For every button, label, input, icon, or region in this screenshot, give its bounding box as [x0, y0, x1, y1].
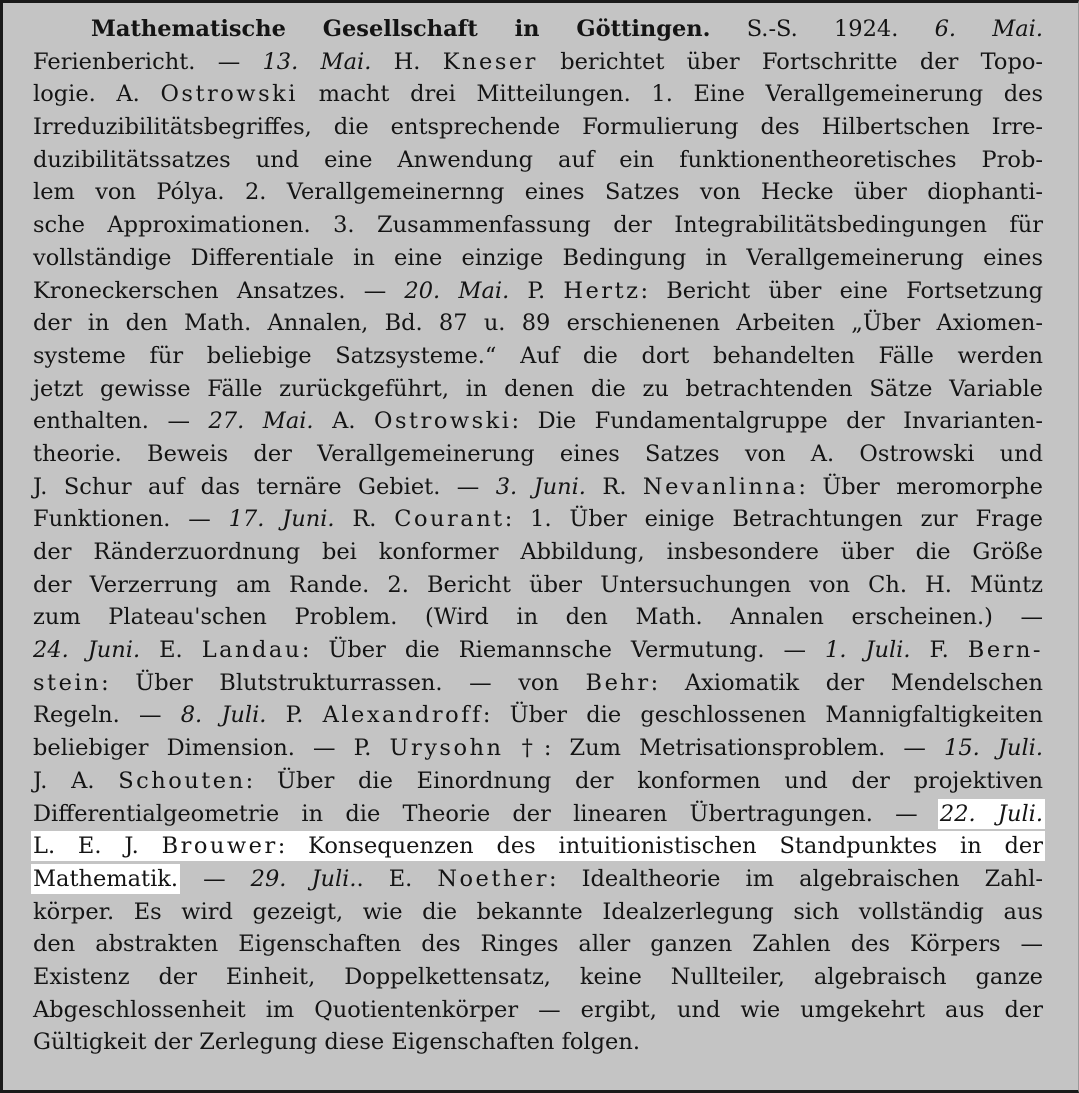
text-line-11	[33, 340, 1043, 373]
text-segment: stein	[33, 669, 102, 696]
text-segment: A.	[313, 408, 375, 435]
text-line-32	[33, 1026, 1043, 1059]
text-segment: Irreduzibilitätsbegriffes, die entsprechende Formulierung des Hilbertschen Irre-	[33, 114, 1043, 141]
text-line-21	[33, 667, 1043, 700]
text-segment: R.	[585, 473, 643, 500]
text-line-8	[33, 242, 1043, 275]
text-segment: 8. Juli.	[180, 702, 267, 729]
text-segment: Abgeschlossenheit im Quotientenkörper — ergibt, und wie umgekehrt aus der	[33, 996, 1043, 1023]
society-heading: Mathematische Gesellschaft in Göttingen.	[91, 16, 711, 42]
text-segment: 1. Juli.	[825, 637, 911, 664]
text-segment: Existenz der Einheit, Doppelkettensatz, keine Nullteiler, algebraisch ganze	[33, 963, 1043, 990]
text-segment: enthalten. —	[33, 408, 209, 435]
text-segment: Urysohn	[389, 735, 504, 762]
text-segment: körper. Es wird gezeigt, wie die bekannte Idealzerlegung sich vollständig aus	[33, 898, 1043, 925]
text-segment: der in den Math. Annalen, Bd. 87 u. 89 erschienenen Arbeiten „Über Axiomen-	[33, 310, 1043, 337]
text-segment: den abstrakten Eigenschaften des Ringes aller ganzen Zahlen des Körpers —	[33, 931, 1043, 958]
text-segment: : Konsequenzen des intuitionistischen Standpunktes in der	[277, 833, 1043, 860]
text-segment: 3. Juni.	[495, 473, 586, 500]
text-line-22	[33, 699, 1043, 732]
text-segment: : Über Blutstrukturrassen. — von	[101, 669, 586, 696]
text-segment: 22. Juli.	[939, 800, 1043, 827]
text-line-31	[33, 994, 1043, 1027]
text-segment: Nevanlinna	[642, 473, 799, 500]
text-line-1	[33, 13, 1043, 46]
text-segment: macht drei Mitteilungen. 1. Eine Verallgemeinerung des	[297, 81, 1043, 108]
text-segment: beliebiger Dimension. — P.	[33, 735, 390, 762]
text-line-4	[33, 111, 1043, 144]
text-line-12	[33, 373, 1043, 406]
text-segment: sche Approximationen. 3. Zusammenfassung der Integrabilitätsbedingungen für	[33, 212, 1043, 239]
text-lines	[33, 46, 1043, 1059]
text-line-29	[33, 928, 1043, 961]
text-segment: Kneser	[442, 48, 538, 75]
text-segment: vollständige Differentiale in eine einzige Bedingung in Verallgemeinerung eines	[33, 244, 1043, 271]
text-segment: Gültigkeit der Zerlegung diese Eigenschaften folgen.	[33, 1029, 640, 1056]
text-segment: : Über die geschlossenen Mannigfaltigkeiten	[482, 702, 1043, 729]
text-segment: Differentialgeometrie in die Theorie der linearen Übertragungen. —	[33, 800, 940, 827]
text-segment: 13. Mai.	[262, 48, 372, 75]
report-text	[33, 13, 1043, 1059]
text-line-7	[33, 209, 1043, 242]
text-segment: Hertz	[563, 277, 641, 304]
text-line-15	[33, 471, 1043, 504]
text-line-14	[33, 438, 1043, 471]
text-line-30	[33, 961, 1043, 994]
text-segment: P.	[509, 277, 564, 304]
text-segment: P.	[266, 702, 323, 729]
text-segment: berichtet über Fortschritte der Topo-	[537, 48, 1044, 75]
text-segment: F.	[910, 637, 968, 664]
text-segment: E.	[140, 637, 202, 664]
text-segment: 6. Mai.	[934, 16, 1043, 42]
text-segment: logie. A.	[33, 81, 161, 108]
text-segment: : Über die Einordnung der konformen und der projektiven	[245, 767, 1043, 794]
text-segment: Brouwer	[161, 833, 278, 860]
text-line-13	[33, 405, 1043, 438]
text-segment: 17. Juni.	[228, 506, 335, 533]
text-line-26	[33, 830, 1043, 863]
text-segment: Ostrowski	[374, 408, 512, 435]
text-segment: Regeln. —	[33, 702, 181, 729]
text-segment: . E.	[356, 865, 438, 892]
text-segment: zum Plateau'schen Problem. (Wird in den Math. Annalen erscheinen.) —	[33, 604, 1043, 631]
text-line-18	[33, 569, 1043, 602]
text-segment: Alexandroff	[322, 702, 483, 729]
text-segment: L. E. J.	[33, 833, 162, 860]
text-line-6	[33, 176, 1043, 209]
text-segment: —	[178, 865, 251, 892]
text-segment: Ostrowski	[160, 81, 298, 108]
text-segment: : Über meromorphe	[798, 473, 1043, 500]
text-segment: Landau	[201, 637, 302, 664]
text-segment: : Bericht über eine Fortsetzung	[640, 277, 1043, 304]
text-line-5	[33, 144, 1043, 177]
text-line-25	[33, 798, 1043, 831]
text-segment: Courant	[394, 506, 505, 533]
text-line-3	[33, 78, 1043, 111]
text-segment: Kroneckerschen Ansatzes. —	[33, 277, 405, 304]
text-segment: Noether	[437, 865, 549, 892]
text-line-2	[33, 46, 1043, 79]
text-line-23	[33, 732, 1043, 765]
text-segment: systeme für beliebige Satzsysteme.“ Auf die dort behandelten Fälle werden	[33, 342, 1043, 369]
text-segment: J. Schur auf das ternäre Gebiet. —	[33, 473, 496, 500]
text-segment: : Die Fundamentalgruppe der Invarianten-	[511, 408, 1043, 435]
text-line-9	[33, 275, 1043, 308]
text-segment: Schouten	[118, 767, 246, 794]
text-line-20	[33, 634, 1043, 667]
text-segment: J. A.	[33, 767, 119, 794]
text-segment: 20. Mai.	[404, 277, 510, 304]
text-line-28	[33, 896, 1043, 929]
text-segment: R.	[334, 506, 395, 533]
text-segment: 15. Juli.	[944, 735, 1043, 762]
text-segment: der Ränderzuordnung bei konformer Abbildung, insbesondere über die Größe	[33, 539, 1043, 565]
text-segment: : Axiomatik der Mendelschen	[650, 669, 1043, 696]
text-line-27	[33, 863, 1043, 896]
text-segment: Ferienbericht. —	[33, 48, 263, 75]
text-line-16	[33, 503, 1043, 536]
text-segment: Bern-	[967, 637, 1043, 664]
text-segment: H.	[371, 48, 443, 75]
text-line-24	[33, 765, 1043, 798]
text-segment: duzibilitätssatzes und eine Anwendung auf ein funktionentheoretisches Prob-	[33, 146, 1043, 173]
text-segment: †: Zum Metrisationsproblem. —	[503, 735, 945, 762]
text-segment: S.-S. 1924.	[746, 16, 935, 42]
text-segment: jetzt gewisse Fälle zurückgeführt, in denen die zu betrachtenden Sätze Variable	[33, 375, 1043, 402]
text-segment: : Über die Riemannsche Vermutung. —	[301, 637, 826, 664]
text-segment: der Verzerrung am Rande. 2. Bericht über Untersuchungen von Ch. H. Müntz	[33, 571, 1043, 598]
text-line-17	[33, 536, 1043, 569]
text-line-10	[33, 307, 1043, 340]
text-segment: : Idealtheorie im algebraischen Zahl-	[548, 865, 1043, 892]
line-1-rest	[747, 16, 1043, 42]
text-segment: 27. Mai.	[208, 408, 314, 435]
text-segment: 29. Juli.	[250, 865, 357, 892]
text-segment: Behr	[585, 669, 651, 696]
text-segment: lem von Pólya. 2. Verallgemeinernng eines Satzes von Hecke über diophanti-	[33, 179, 1043, 206]
text-segment: 24. Juni.	[33, 637, 141, 664]
text-segment: : 1. Über einige Betrachtungen zur Frage	[504, 506, 1043, 533]
text-segment: Funktionen. —	[33, 506, 229, 533]
text-segment: theorie. Beweis der Verallgemeinerung eines Satzes von A. Ostrowski und	[33, 440, 1043, 467]
text-line-19	[33, 601, 1043, 634]
text-segment: Mathematik.	[33, 865, 179, 892]
